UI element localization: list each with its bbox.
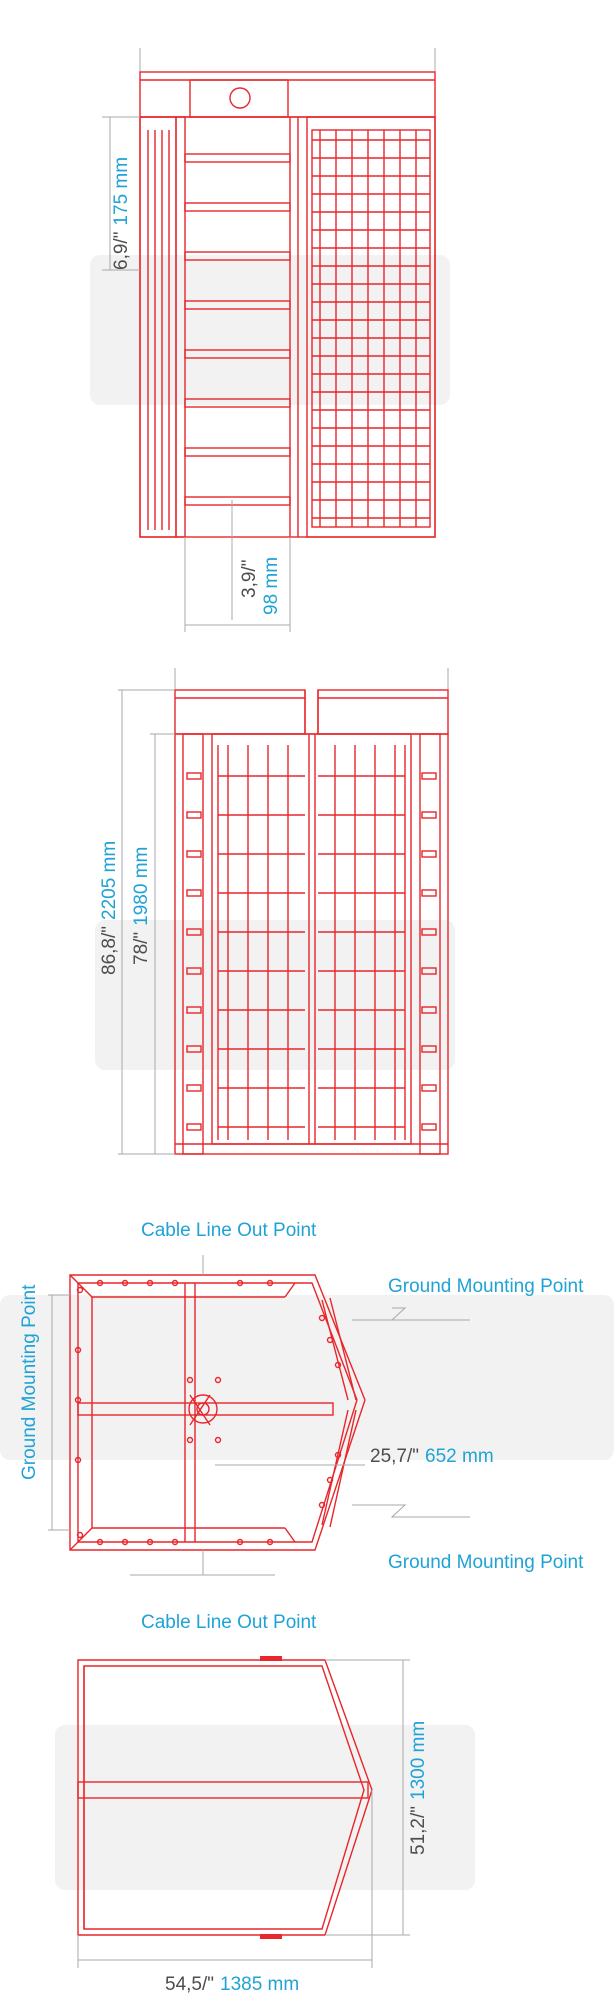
- base-cable-label: Cable Line Out Point: [141, 1612, 317, 1633]
- base-width-inch: 54,5/": [165, 1974, 215, 1995]
- svg-text:86,8/"2205 mm: [99, 841, 120, 975]
- plan-cable-label: Cable Line Out Point: [141, 1220, 317, 1241]
- front-side-rung: [187, 890, 201, 896]
- base-depth-mm: 1300 mm: [408, 1720, 429, 1800]
- front-view: [99, 668, 448, 1154]
- svg-text:98 mm: [261, 557, 282, 615]
- top-rung: [185, 203, 290, 211]
- front-height2-mm: 1980 mm: [131, 846, 152, 926]
- plan-ground-left-label: Ground Mounting Point: [19, 1284, 40, 1480]
- svg-text:3,9/": [239, 560, 260, 598]
- front-side-rung: [422, 812, 436, 818]
- svg-text:6,9/"175 mm: [111, 157, 132, 270]
- front-side-rung: [187, 812, 201, 818]
- top-rung: [185, 448, 290, 456]
- top-rung: [185, 154, 290, 162]
- front-side-rung: [422, 773, 436, 779]
- front-side-rung: [187, 1124, 201, 1130]
- plan-radius-mm: 652 mm: [425, 1446, 494, 1467]
- plan-ground-right-top-label: Ground Mounting Point: [388, 1276, 584, 1297]
- top-inch2-label: 3,9/": [239, 559, 260, 598]
- front-side-rung: [187, 1085, 201, 1091]
- svg-text:78/"1980 mm: [131, 847, 152, 965]
- top-mm2-label: 98 mm: [261, 556, 282, 615]
- base-depth-inch: 51,2/": [408, 1805, 429, 1855]
- plan-radius-inch: 25,7/": [370, 1446, 420, 1467]
- base-width-mm: 1385 mm: [220, 1974, 300, 1995]
- svg-text:25,7/"652 mm: [370, 1446, 494, 1467]
- plan-ground-right-bottom-label: Ground Mounting Point: [388, 1552, 584, 1573]
- svg-text:54,5/"1385 mm: [165, 1974, 299, 1995]
- front-height2-inch: 78/": [131, 931, 152, 965]
- front-side-rung: [422, 1124, 436, 1130]
- svg-text:51,2/"1300 mm: [408, 1721, 429, 1855]
- top-inch-label: 6,9/": [111, 231, 132, 270]
- front-height1-inch: 86,8/": [99, 925, 120, 975]
- front-side-rung: [187, 773, 201, 779]
- top-mm-label: 175 mm: [111, 156, 132, 226]
- top-rung: [185, 497, 290, 505]
- front-height1-mm: 2205 mm: [99, 840, 120, 920]
- front-side-rung: [422, 1085, 436, 1091]
- front-side-rung: [422, 851, 436, 857]
- front-side-rung: [187, 851, 201, 857]
- front-side-rung: [422, 890, 436, 896]
